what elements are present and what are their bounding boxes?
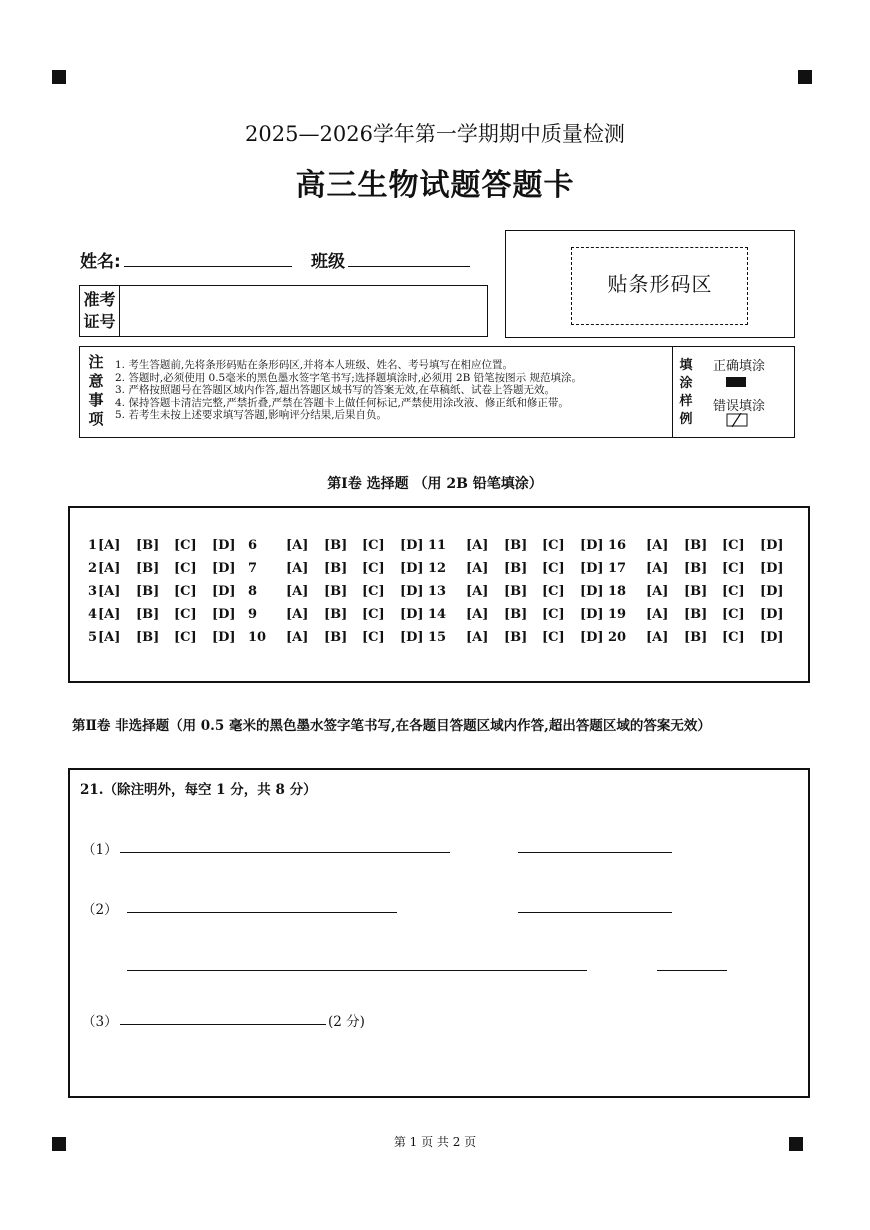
mcq-option-bubble[interactable]: [C] [362,607,385,622]
q21-sub2-label: （2） [82,902,118,918]
mcq-option-bubble[interactable]: [B] [504,561,528,576]
exam-id-field[interactable] [121,286,487,336]
mcq-option-bubble[interactable]: [B] [324,607,348,622]
mcq-question-number: 9 [248,607,258,622]
mcq-option-bubble[interactable]: [C] [542,538,565,553]
mcq-option-bubble[interactable]: [A] [466,561,489,576]
notice-item: 4. 保持答题卡清洁完整,严禁折叠,严禁在答题卡上做任何标记,严禁使用涂改液、修正纸和修正带。 [115,396,569,409]
notice-item: 1. 考生答题前,先将条形码贴在条形码区,并将本人班级、姓名、考号填写在相应位置。 [115,359,514,371]
mcq-option-bubble[interactable]: [B] [684,584,708,599]
mcq-option-bubble[interactable]: [A] [646,607,669,622]
mcq-option-bubble[interactable]: [B] [684,538,708,553]
q21-sub1-label: （1） [82,842,118,858]
registration-mark-top-right [798,70,812,84]
mcq-option-bubble[interactable]: [D] [400,607,424,622]
mcq-question-number: 3 [88,584,98,599]
mcq-option-bubble[interactable]: [B] [504,607,528,622]
exam-title: 2025—2026学年第一学期期中质量检测 [245,122,625,146]
mcq-question-number: 17 [608,561,627,576]
q21-header: 21.（除注明外，每空 1 分，共 8 分） [80,782,317,798]
mcq-option-bubble[interactable]: [C] [542,630,565,645]
mcq-option-bubble[interactable]: [A] [286,561,309,576]
mcq-option-bubble[interactable]: [A] [286,538,309,553]
mcq-option-bubble[interactable]: [B] [136,630,160,645]
mcq-option-bubble[interactable]: [D] [760,584,784,599]
mcq-option-bubble[interactable]: [C] [362,630,385,645]
mcq-option-bubble[interactable]: [D] [580,584,604,599]
mcq-option-bubble[interactable]: [A] [286,584,309,599]
section1-title: 第Ⅰ卷 选择题 （用 2B 铅笔填涂） [327,476,543,492]
q21-sub2-answer-4[interactable] [657,970,727,971]
mcq-option-bubble[interactable]: [D] [760,607,784,622]
mcq-option-bubble[interactable]: [B] [136,561,160,576]
mcq-option-bubble[interactable]: [C] [362,538,385,553]
correct-fill-label: 正确填涂 [713,359,766,374]
mcq-option-bubble[interactable]: [B] [684,607,708,622]
mcq-option-bubble[interactable]: [A] [98,561,121,576]
mcq-option-bubble[interactable]: [D] [580,607,604,622]
mcq-option-bubble[interactable]: [C] [174,538,197,553]
mcq-question-number: 6 [248,538,258,553]
mcq-option-bubble[interactable]: [C] [722,584,745,599]
exam-id-box [79,285,488,337]
mcq-option-bubble[interactable]: [A] [646,538,669,553]
mcq-option-bubble[interactable]: [D] [400,630,424,645]
wrong-fill-sample-icon [726,413,748,427]
mcq-question-number: 19 [608,607,627,622]
mcq-option-bubble[interactable]: [D] [760,561,784,576]
mcq-option-bubble[interactable]: [C] [174,561,197,576]
notice-list [115,359,675,422]
mcq-option-bubble[interactable]: [D] [212,561,236,576]
mcq-question-number: 2 [88,561,98,576]
mcq-option-bubble[interactable]: [A] [646,561,669,576]
mcq-option-bubble[interactable]: [B] [504,538,528,553]
notice-box [79,346,795,438]
mcq-option-bubble[interactable]: [D] [400,561,424,576]
mcq-option-bubble[interactable]: [C] [722,538,745,553]
mcq-question-number: 16 [608,538,627,553]
name-field[interactable] [124,266,292,267]
q21-sub3-answer[interactable] [120,1024,326,1025]
notice-divider [672,347,673,437]
registration-mark-top-left [52,70,66,84]
mcq-option-bubble[interactable]: [B] [136,607,160,622]
mcq-option-bubble[interactable]: [A] [98,607,121,622]
sample-label: 填 涂 样 例 [679,358,693,427]
mcq-question-number: 11 [428,538,447,553]
mcq-option-bubble[interactable]: [C] [174,584,197,599]
mcq-option-bubble[interactable]: [A] [286,630,309,645]
mcq-box [68,506,810,683]
mcq-option-bubble[interactable]: [D] [212,630,236,645]
q21-sub1-answer-2[interactable] [518,852,672,853]
exam-id-label [80,286,120,336]
mcq-option-bubble[interactable]: [C] [542,584,565,599]
mcq-question-number: 12 [428,561,447,576]
mcq-question-number: 14 [428,607,447,622]
mcq-option-bubble[interactable]: [A] [466,630,489,645]
mcq-option-bubble[interactable]: [C] [174,607,197,622]
notice-label: 注 意 事 项 [88,353,104,428]
mcq-question-number: 4 [88,607,98,622]
mcq-option-bubble[interactable]: [A] [646,630,669,645]
mcq-option-bubble[interactable]: [A] [466,538,489,553]
mcq-option-bubble[interactable]: [C] [542,561,565,576]
class-label: 班级 [311,252,345,272]
notice-item: 5. 若考生未按上述要求填写答题,影响评分结果,后果自负。 [115,409,388,421]
mcq-option-bubble[interactable]: [C] [174,630,197,645]
mcq-option-bubble[interactable]: [B] [504,584,528,599]
mcq-option-bubble[interactable]: [C] [722,630,745,645]
barcode-label: 贴条形码区 [607,272,713,296]
mcq-option-bubble[interactable]: [C] [362,584,385,599]
mcq-option-bubble[interactable]: [C] [722,561,745,576]
mcq-option-bubble[interactable]: [D] [212,538,236,553]
mcq-option-bubble[interactable]: [A] [466,607,489,622]
mcq-option-bubble[interactable]: [B] [136,538,160,553]
mcq-option-bubble[interactable]: [B] [136,584,160,599]
mcq-option-bubble[interactable]: [B] [324,584,348,599]
mcq-option-bubble[interactable]: [B] [324,538,348,553]
section2-title: 第Ⅱ卷 非选择题（用 0.5 毫米的黑色墨水签字笔书写,在各题目答题区域内作答,超出答题区域的答案无效） [72,718,711,734]
mcq-question-number: 8 [248,584,258,599]
mcq-option-bubble[interactable]: [B] [324,561,348,576]
mcq-option-bubble[interactable]: [B] [684,561,708,576]
correct-fill-sample-icon [726,377,746,387]
mcq-option-bubble[interactable]: [D] [760,538,784,553]
mcq-question-number: 18 [608,584,627,599]
mcq-question-number: 10 [248,630,267,645]
mcq-question-number: 13 [428,584,447,599]
q21-sub2-answer-2[interactable] [518,912,672,913]
mcq-question-number: 1 [88,538,98,553]
q21-sub1-answer-1[interactable] [120,852,450,853]
page-number: 第 1 页 共 2 页 [393,1135,477,1149]
mcq-option-bubble[interactable]: [D] [580,630,604,645]
mcq-option-bubble[interactable]: [B] [504,630,528,645]
card-title: 高三生物试题答题卡 [295,168,575,203]
mcq-option-bubble[interactable]: [D] [580,561,604,576]
mcq-option-bubble[interactable]: [C] [362,561,385,576]
mcq-option-bubble[interactable]: [A] [466,584,489,599]
q21-box [68,768,810,1098]
q21-sub2-answer-1[interactable] [127,912,397,913]
notice-item: 2. 答题时,必须使用 0.5毫米的黑色墨水签字笔书写;选择题填涂时,必须用 2B 铅笔按图示 规范填涂。 [115,371,583,384]
mcq-option-bubble[interactable]: [C] [542,607,565,622]
mcq-option-bubble[interactable]: [A] [646,584,669,599]
mcq-option-bubble[interactable]: [D] [212,607,236,622]
mcq-option-bubble[interactable]: [B] [324,630,348,645]
name-label: 姓名: [80,252,121,272]
class-field[interactable] [348,266,470,267]
mcq-question-number: 5 [88,630,98,645]
mcq-option-bubble[interactable]: [D] [760,630,784,645]
mcq-question-number: 7 [248,561,258,576]
q21-sub2-answer-3[interactable] [127,970,587,971]
mcq-option-bubble[interactable]: [D] [400,584,424,599]
mcq-option-bubble[interactable]: [D] [212,584,236,599]
mcq-question-number: 15 [428,630,447,645]
mcq-option-bubble[interactable]: [A] [98,538,121,553]
mcq-option-bubble[interactable]: [A] [98,630,121,645]
q21-sub3-points: (2 分) [328,1014,365,1030]
notice-item: 3. 严格按照题号在答题区域内作答,超出答题区域书写的答案无效,在草稿纸、试卷上答题无效。 [115,384,556,396]
mcq-question-number: 20 [608,630,627,645]
mcq-option-bubble[interactable]: [D] [400,538,424,553]
exam-id-label-line2: 证号 [83,312,116,331]
mcq-option-bubble[interactable]: [A] [286,607,309,622]
q21-sub3-label: （3） [82,1014,118,1030]
mcq-option-bubble[interactable]: [C] [722,607,745,622]
wrong-fill-label: 错误填涂 [713,399,766,414]
barcode-box [505,230,795,338]
mcq-option-bubble[interactable]: [B] [684,630,708,645]
mcq-option-bubble[interactable]: [D] [580,538,604,553]
mcq-option-bubble[interactable]: [A] [98,584,121,599]
exam-id-label-line1: 准考 [83,290,116,309]
